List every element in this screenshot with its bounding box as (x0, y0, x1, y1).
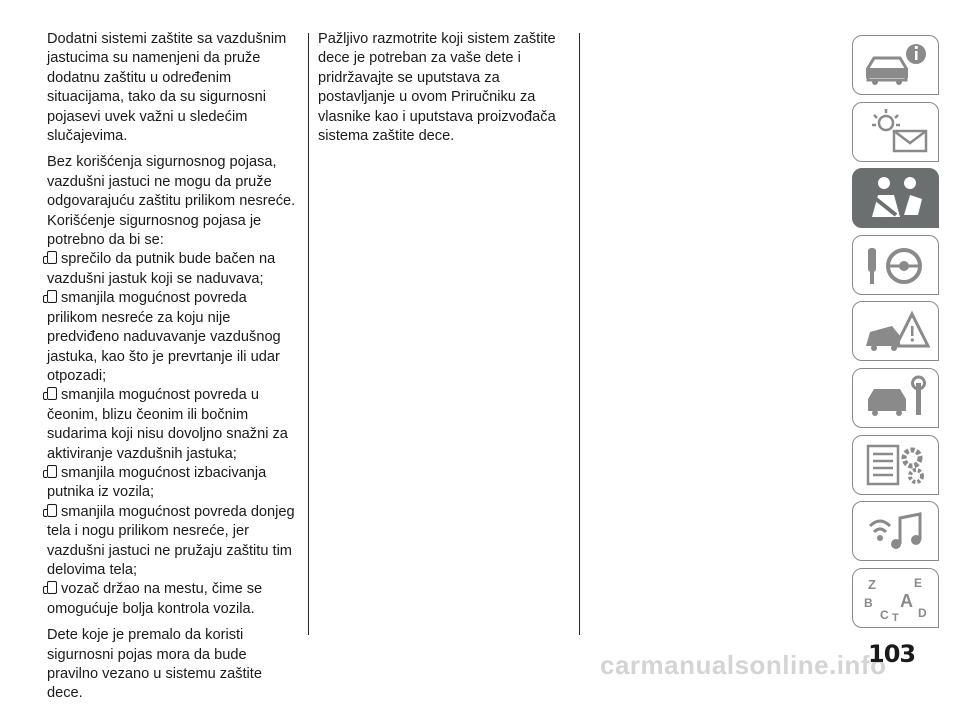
index-letter: E (913, 575, 922, 590)
bullet-icon (47, 290, 57, 303)
watermark: carmanualsonline.info (600, 650, 887, 680)
seatbelt-airbag-icon (860, 173, 932, 223)
left-column (47, 30, 299, 711)
paragraph-intro: Dodatni sistemi zaštite sa vazdušnim jastucima su namenjeni da pruže dodatnu zaštitu u određenim situacijama, tako da su sigurnosni pojasevi uvek važni u sledećim slučajevima. (47, 31, 287, 145)
car-info-icon (860, 40, 932, 90)
multimedia-icon (860, 506, 932, 556)
index-letter: Z (867, 576, 876, 592)
tab-multimedia[interactable] (852, 501, 939, 561)
list-item: smanjila mogućnost povreda u čeonim, blizu čeonim ili bočnim sudarima koji nisu dovoljno snažni za aktiviranje vazdušnih jastuka; (47, 387, 288, 462)
key-steering-wheel-icon (860, 240, 932, 290)
tab-emergency[interactable] (852, 301, 939, 361)
bullet-icon (47, 504, 57, 517)
tab-maintenance[interactable] (852, 368, 939, 428)
tab-warning-lights[interactable] (852, 102, 939, 162)
paragraph-child: Dete koje je premalo da koristi sigurnosni pojas mora da bude pravilno vezano u sistemu zaštite dece. (47, 627, 262, 702)
index-letter: T (891, 611, 899, 623)
warning-light-message-icon (860, 107, 932, 157)
list-item: smanjila mogućnost povreda donjeg tela i nogu prilikom nesreće, jer vazdušni jastuci ne pružaju zaštitu tim delovima tela; (47, 503, 295, 578)
emergency-breakdown-icon (860, 306, 932, 356)
list-item: smanjila mogućnost izbacivanja putnika iz vozila; (47, 464, 267, 501)
list-item: vozač držao na mestu, čime se omogućuje bolja kontrola vozila. (47, 581, 263, 617)
chapter-tabs (852, 35, 939, 634)
page-number: 103 (868, 640, 916, 668)
paragraph-seatbelt: Bez korišćenja sigurnosnog pojasa, vazdušni jastuci ne mogu da pruže odgovarajuću zaštitu prilikom nesreće. Korišćenje sigurnosnog pojasa je potrebno da bi se: (47, 154, 296, 249)
bullet-icon (47, 465, 57, 478)
index-letter: A (899, 590, 913, 611)
bullet-icon (47, 387, 57, 400)
paragraph-child-restraint: Pažljivo razmotrite koji sistem zaštite dece je potreban za vaše dete i pridržavajte se uputstava za postavljanje u ovom Priručniku za vlasnike kao i uputstava proizvođača sistema zaštite dece. (318, 31, 556, 145)
column-divider-right (579, 33, 580, 635)
tab-safety[interactable] (852, 168, 939, 228)
list-item: sprečilo da putnik bude bačen na vazdušni jastuk koji se naduvava; (47, 251, 276, 287)
specifications-icon (860, 440, 932, 490)
tab-index[interactable] (852, 568, 939, 628)
list-item: smanjila mogućnost povreda prilikom nesreće za koju nije predviđeno naduvavanje vazdušnog jastuka, kao što je prevrtanje ili udar otpozadi; (47, 290, 281, 384)
bullet-icon (47, 581, 57, 594)
right-column (318, 30, 570, 153)
index-letter: B (863, 595, 873, 610)
tab-specifications[interactable] (852, 435, 939, 495)
alphabetical-index-icon (860, 573, 932, 623)
car-maintenance-icon (860, 373, 932, 423)
bullet-icon (47, 251, 57, 264)
tab-car-info[interactable] (852, 35, 939, 95)
column-divider-left (308, 33, 309, 635)
index-letter: D (917, 605, 927, 620)
tab-starting-driving[interactable] (852, 235, 939, 295)
index-letter: C (879, 607, 889, 622)
